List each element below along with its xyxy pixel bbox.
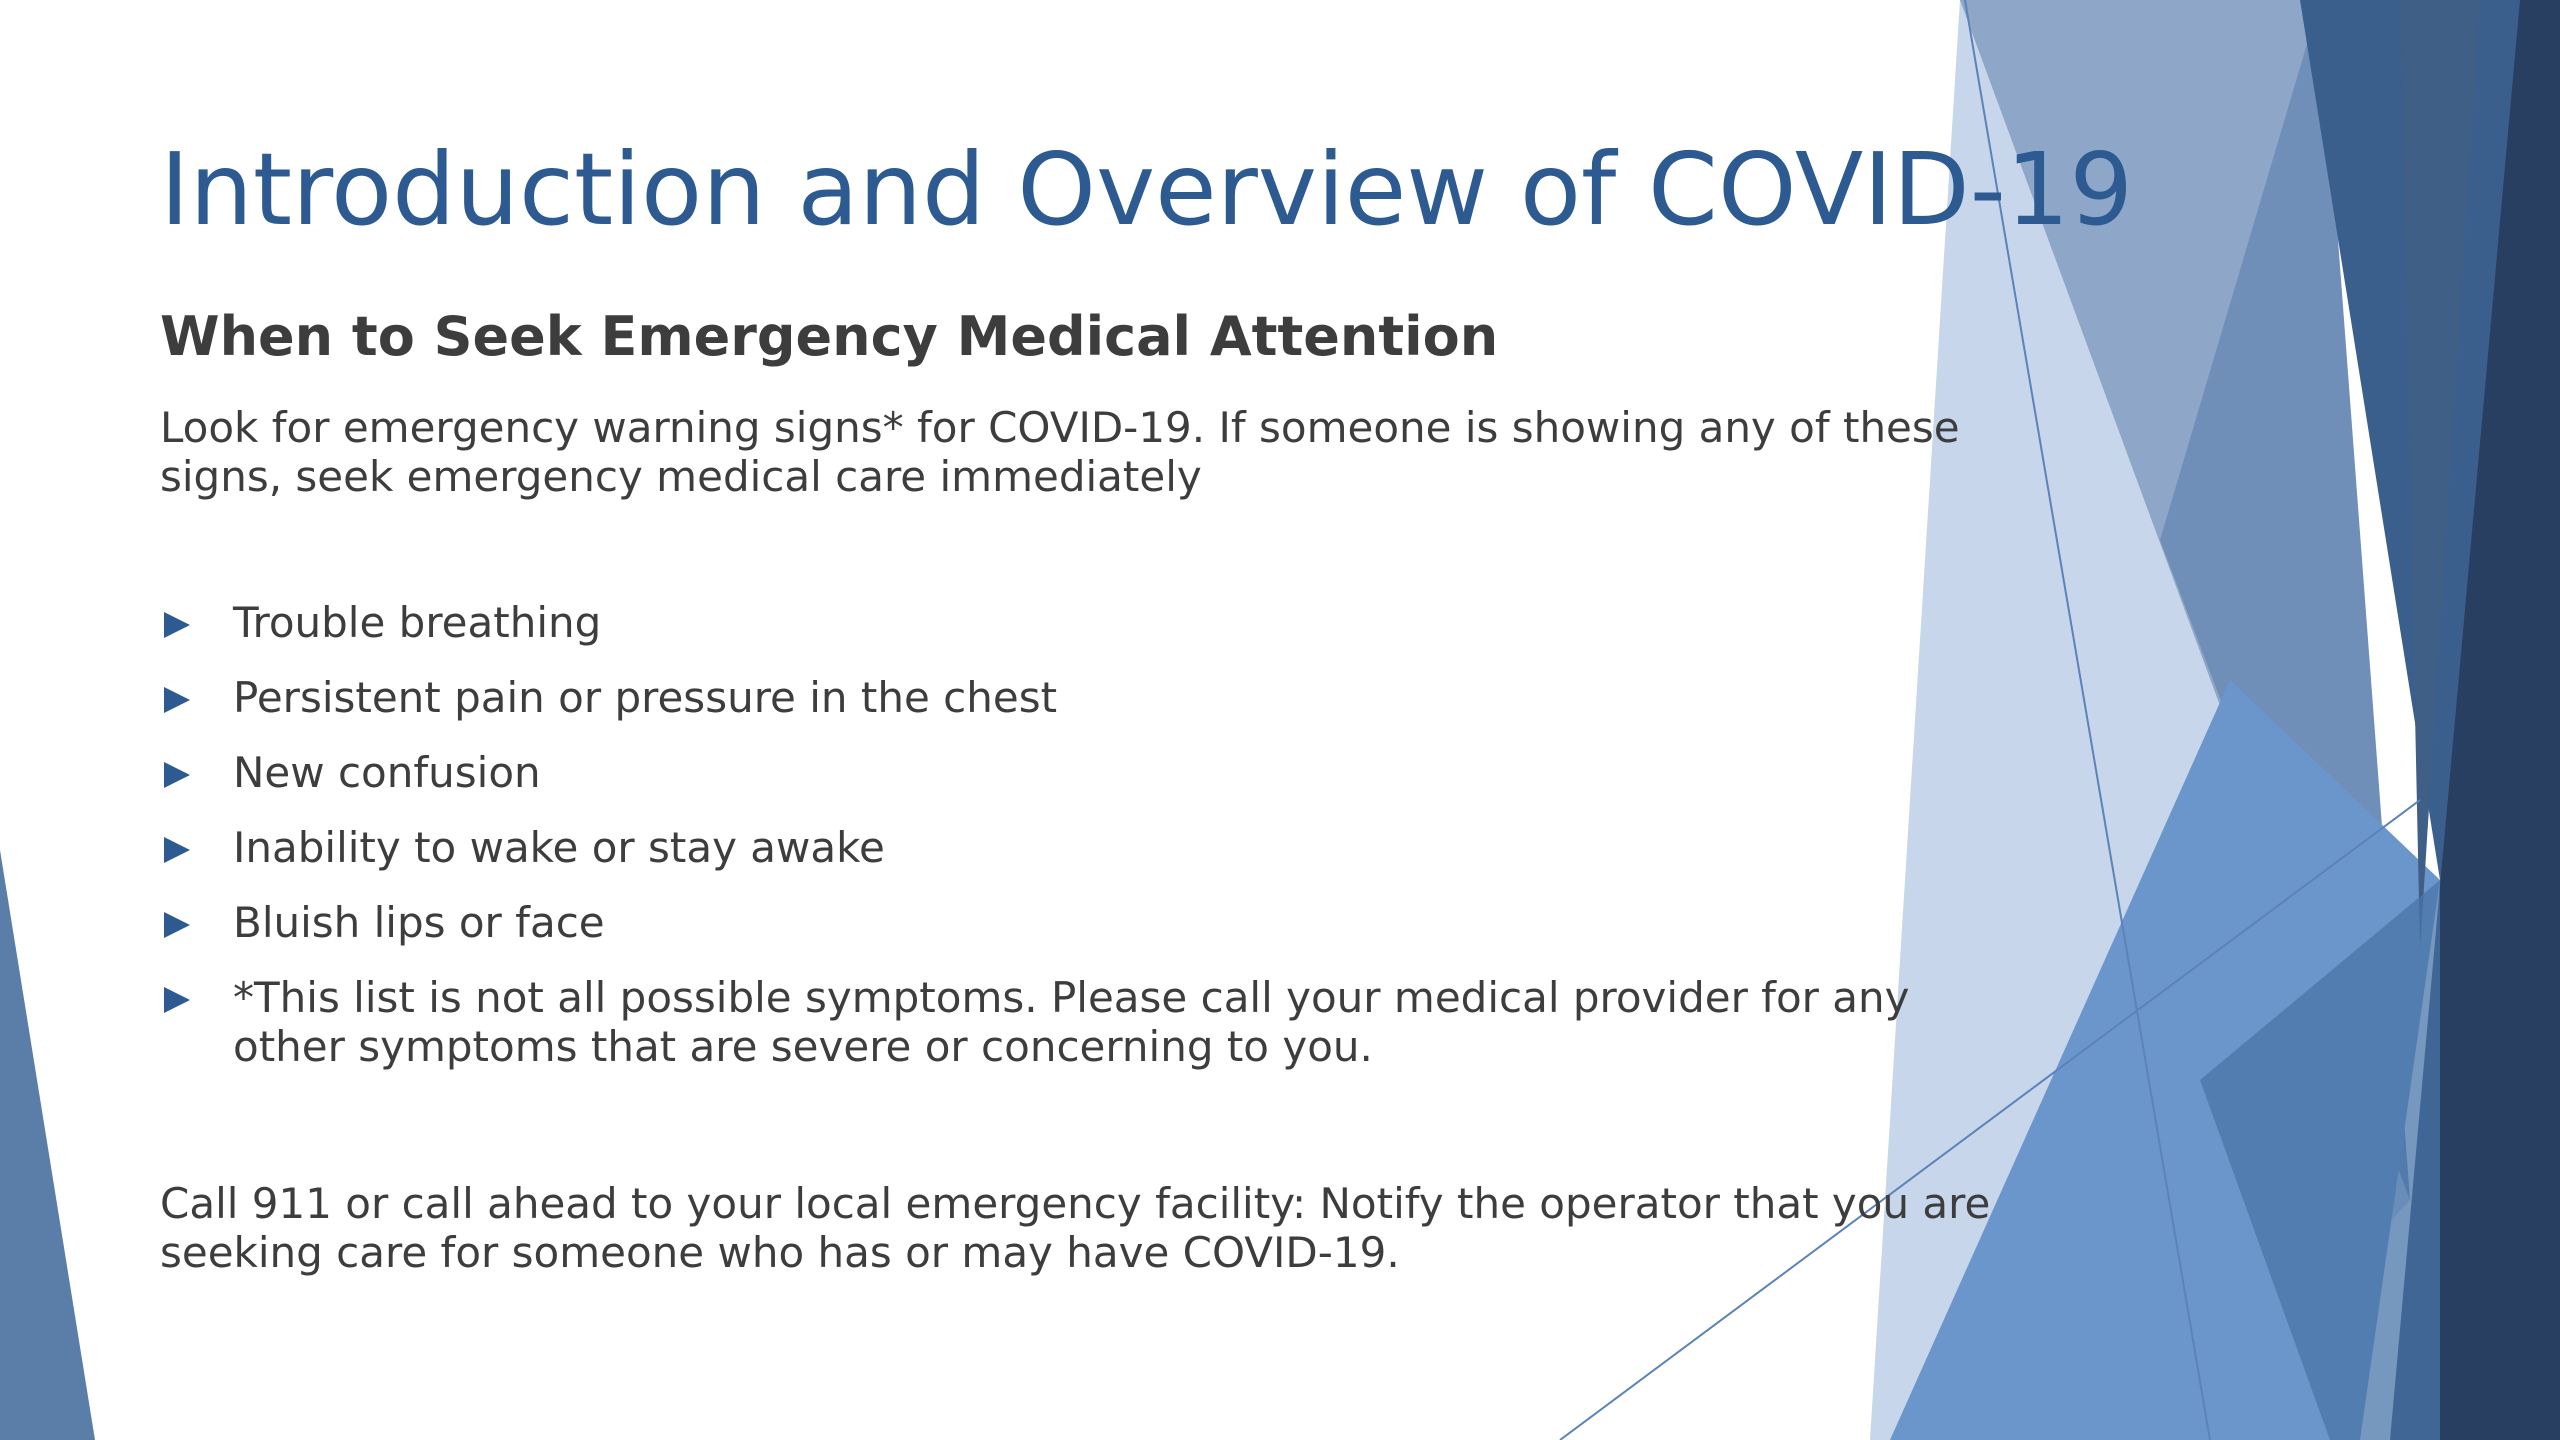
- list-item-text: *This list is not all possible symptoms. Please call your medical provider for any other symptoms that are severe or concerning to you.: [233, 973, 1910, 1071]
- warning-signs-list: [160, 598, 2020, 1097]
- call-911-paragraph: Call 911 or call ahead to your local emergency facility: Notify the operator that you are seeking care for someone who has or may have COVID-19.: [160, 1179, 1991, 1277]
- intro-paragraph: Look for emergency warning signs* for COVID-19. If someone is showing any of these signs, seek emergency medical care immediately: [160, 403, 1960, 501]
- triangle-bullet-icon: [164, 837, 190, 863]
- slide-title: Introduction and Overview of COVID-19: [160, 131, 2134, 248]
- list-item-text: Trouble breathing: [233, 598, 602, 647]
- list-item: [160, 673, 2020, 722]
- slide-subtitle: When to Seek Emergency Medical Attention: [160, 305, 1499, 368]
- triangle-bullet-icon: [164, 762, 190, 788]
- triangle-bullet-icon: [164, 912, 190, 938]
- left-facet: [0, 850, 95, 1440]
- list-item: [160, 823, 2020, 872]
- list-item: [160, 973, 2020, 1071]
- list-item-text: Inability to wake or stay awake: [233, 823, 885, 872]
- list-item: [160, 748, 2020, 797]
- list-item-text: New confusion: [233, 748, 541, 797]
- triangle-bullet-icon: [164, 612, 190, 638]
- triangle-bullet-icon: [164, 687, 190, 713]
- triangle-bullet-icon: [164, 987, 190, 1013]
- list-item-text: Bluish lips or face: [233, 898, 605, 947]
- list-item: [160, 898, 2020, 947]
- list-item: [160, 598, 2020, 647]
- list-item-text: Persistent pain or pressure in the chest: [233, 673, 1058, 722]
